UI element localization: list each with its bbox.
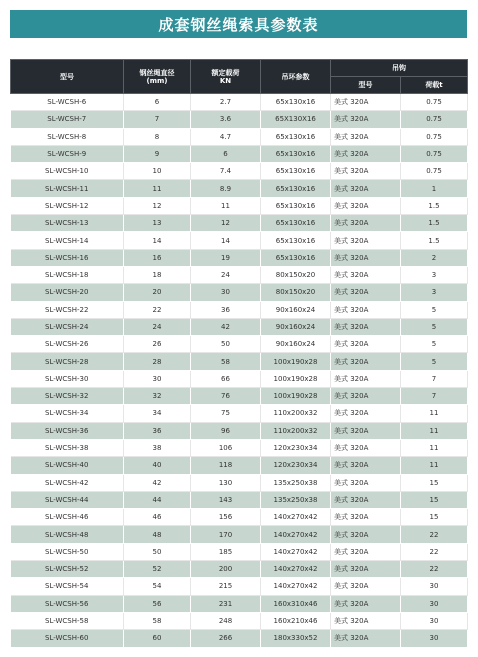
cell-ring-params: 180x330x52 [261, 630, 331, 647]
table-row [11, 474, 468, 491]
cell-rated-load: 6 [191, 145, 261, 162]
cell-diameter: 40 [124, 457, 191, 474]
cell-ring-params: 120x230x34 [261, 439, 331, 456]
cell-model: SL-WCSH-40 [11, 457, 124, 474]
cell-hook-load: 0.75 [401, 111, 468, 128]
cell-model: SL-WCSH-6 [11, 94, 124, 111]
cell-model: SL-WCSH-60 [11, 630, 124, 647]
cell-model: SL-WCSH-18 [11, 266, 124, 283]
cell-ring-params: 135x250x38 [261, 491, 331, 508]
cell-hook-model: 美式 320A [331, 301, 401, 318]
table-row [11, 353, 468, 370]
cell-hook-load: 30 [401, 578, 468, 595]
cell-diameter: 6 [124, 94, 191, 111]
cell-rated-load: 143 [191, 491, 261, 508]
table-row [11, 336, 468, 353]
cell-rated-load: 19 [191, 249, 261, 266]
cell-hook-model: 美式 320A [331, 94, 401, 111]
header-model-label: 型号 [60, 72, 74, 81]
cell-ring-params: 65x130x16 [261, 128, 331, 145]
page-title: 成套钢丝绳索具参数表 [10, 10, 467, 38]
cell-diameter: 32 [124, 388, 191, 405]
header-ring-params-label: 吊环参数 [281, 72, 310, 81]
cell-model: SL-WCSH-56 [11, 595, 124, 612]
cell-ring-params: 135x250x38 [261, 474, 331, 491]
cell-model: SL-WCSH-26 [11, 336, 124, 353]
cell-hook-model: 美式 320A [331, 561, 401, 578]
cell-diameter: 58 [124, 612, 191, 629]
cell-rated-load: 266 [191, 630, 261, 647]
cell-diameter: 56 [124, 595, 191, 612]
cell-hook-model: 美式 320A [331, 578, 401, 595]
cell-model: SL-WCSH-20 [11, 284, 124, 301]
cell-model: SL-WCSH-48 [11, 526, 124, 543]
cell-rated-load: 106 [191, 439, 261, 456]
table-row [11, 197, 468, 214]
cell-rated-load: 76 [191, 388, 261, 405]
cell-ring-params: 140x270x42 [261, 561, 331, 578]
cell-diameter: 54 [124, 578, 191, 595]
cell-ring-params: 65x130x16 [261, 249, 331, 266]
cell-ring-params: 90x160x24 [261, 301, 331, 318]
cell-rated-load: 42 [191, 318, 261, 335]
cell-model: SL-WCSH-32 [11, 388, 124, 405]
cell-ring-params: 65x130x16 [261, 180, 331, 197]
cell-ring-params: 65x130x16 [261, 163, 331, 180]
cell-hook-model: 美式 320A [331, 215, 401, 232]
cell-diameter: 60 [124, 630, 191, 647]
cell-ring-params: 80x150x20 [261, 284, 331, 301]
table-row [11, 439, 468, 456]
cell-hook-load: 15 [401, 509, 468, 526]
cell-rated-load: 36 [191, 301, 261, 318]
cell-rated-load: 185 [191, 543, 261, 560]
cell-rated-load: 12 [191, 215, 261, 232]
table-row [11, 266, 468, 283]
table-row [11, 145, 468, 162]
cell-rated-load: 8.9 [191, 180, 261, 197]
cell-hook-model: 美式 320A [331, 145, 401, 162]
cell-ring-params: 90x160x24 [261, 336, 331, 353]
header-hook-load-label: 荷载t [425, 81, 443, 89]
header-hook-label: 吊钩 [392, 64, 406, 72]
cell-ring-params: 65x130x16 [261, 145, 331, 162]
cell-hook-model: 美式 320A [331, 388, 401, 405]
cell-rated-load: 30 [191, 284, 261, 301]
cell-ring-params: 120x230x34 [261, 457, 331, 474]
cell-diameter: 42 [124, 474, 191, 491]
cell-model: SL-WCSH-58 [11, 612, 124, 629]
cell-rated-load: 24 [191, 266, 261, 283]
table-row [11, 509, 468, 526]
cell-hook-model: 美式 320A [331, 128, 401, 145]
cell-hook-load: 1.5 [401, 197, 468, 214]
cell-hook-model: 美式 320A [331, 595, 401, 612]
cell-hook-load: 2 [401, 249, 468, 266]
cell-model: SL-WCSH-36 [11, 422, 124, 439]
cell-hook-load: 22 [401, 543, 468, 560]
header-model [11, 60, 124, 94]
cell-hook-model: 美式 320A [331, 318, 401, 335]
cell-rated-load: 66 [191, 370, 261, 387]
cell-hook-load: 11 [401, 405, 468, 422]
spec-table [10, 59, 468, 648]
cell-hook-model: 美式 320A [331, 474, 401, 491]
table-row [11, 612, 468, 629]
cell-rated-load: 200 [191, 561, 261, 578]
cell-hook-load: 1 [401, 180, 468, 197]
cell-hook-load: 30 [401, 595, 468, 612]
table-row [11, 180, 468, 197]
cell-hook-load: 11 [401, 457, 468, 474]
cell-hook-model: 美式 320A [331, 457, 401, 474]
cell-rated-load: 170 [191, 526, 261, 543]
cell-ring-params: 65X130X16 [261, 111, 331, 128]
cell-rated-load: 248 [191, 612, 261, 629]
cell-diameter: 44 [124, 491, 191, 508]
cell-hook-model: 美式 320A [331, 111, 401, 128]
header-hook [331, 60, 468, 77]
cell-hook-model: 美式 320A [331, 197, 401, 214]
header-diameter [124, 60, 191, 94]
cell-model: SL-WCSH-14 [11, 232, 124, 249]
cell-ring-params: 65x130x16 [261, 197, 331, 214]
cell-hook-model: 美式 320A [331, 630, 401, 647]
table-row [11, 578, 468, 595]
cell-rated-load: 58 [191, 353, 261, 370]
table-row [11, 526, 468, 543]
table-row [11, 249, 468, 266]
cell-hook-model: 美式 320A [331, 612, 401, 629]
cell-diameter: 11 [124, 180, 191, 197]
cell-model: SL-WCSH-44 [11, 491, 124, 508]
cell-diameter: 36 [124, 422, 191, 439]
cell-model: SL-WCSH-8 [11, 128, 124, 145]
cell-hook-load: 30 [401, 612, 468, 629]
cell-diameter: 50 [124, 543, 191, 560]
cell-model: SL-WCSH-11 [11, 180, 124, 197]
cell-model: SL-WCSH-7 [11, 111, 124, 128]
cell-diameter: 9 [124, 145, 191, 162]
header-ring-params [261, 60, 331, 94]
cell-hook-load: 3 [401, 266, 468, 283]
cell-diameter: 46 [124, 509, 191, 526]
cell-hook-model: 美式 320A [331, 491, 401, 508]
cell-ring-params: 65x130x16 [261, 94, 331, 111]
cell-ring-params: 65x130x16 [261, 232, 331, 249]
table-row [11, 128, 468, 145]
cell-hook-model: 美式 320A [331, 526, 401, 543]
cell-rated-load: 156 [191, 509, 261, 526]
cell-ring-params: 110x200x32 [261, 405, 331, 422]
cell-rated-load: 215 [191, 578, 261, 595]
header-hook-model [331, 77, 401, 94]
cell-ring-params: 140x270x42 [261, 526, 331, 543]
cell-ring-params: 100x190x28 [261, 370, 331, 387]
cell-diameter: 13 [124, 215, 191, 232]
cell-hook-model: 美式 320A [331, 509, 401, 526]
cell-model: SL-WCSH-12 [11, 197, 124, 214]
cell-rated-load: 50 [191, 336, 261, 353]
cell-hook-load: 0.75 [401, 145, 468, 162]
cell-model: SL-WCSH-42 [11, 474, 124, 491]
cell-rated-load: 14 [191, 232, 261, 249]
table-row [11, 630, 468, 647]
cell-hook-load: 0.75 [401, 163, 468, 180]
cell-hook-load: 1.5 [401, 215, 468, 232]
cell-rated-load: 2.7 [191, 94, 261, 111]
cell-hook-load: 15 [401, 491, 468, 508]
cell-diameter: 52 [124, 561, 191, 578]
cell-hook-load: 22 [401, 526, 468, 543]
table-row [11, 318, 468, 335]
cell-ring-params: 65x130x16 [261, 215, 331, 232]
cell-model: SL-WCSH-52 [11, 561, 124, 578]
cell-diameter: 7 [124, 111, 191, 128]
cell-hook-load: 5 [401, 353, 468, 370]
cell-ring-params: 100x190x28 [261, 388, 331, 405]
table-row [11, 215, 468, 232]
cell-model: SL-WCSH-38 [11, 439, 124, 456]
cell-hook-model: 美式 320A [331, 405, 401, 422]
header-diameter-label: 钢丝绳直径 (mm) [139, 68, 175, 85]
cell-ring-params: 90x160x24 [261, 318, 331, 335]
cell-ring-params: 140x270x42 [261, 509, 331, 526]
table-row [11, 301, 468, 318]
cell-hook-model: 美式 320A [331, 439, 401, 456]
cell-model: SL-WCSH-54 [11, 578, 124, 595]
header-rated-load-label: 额定载荷 KN [211, 68, 240, 85]
cell-model: SL-WCSH-28 [11, 353, 124, 370]
cell-diameter: 10 [124, 163, 191, 180]
table-row [11, 561, 468, 578]
table-row [11, 388, 468, 405]
table-row [11, 595, 468, 612]
cell-model: SL-WCSH-13 [11, 215, 124, 232]
cell-hook-model: 美式 320A [331, 249, 401, 266]
cell-hook-load: 0.75 [401, 128, 468, 145]
cell-hook-model: 美式 320A [331, 336, 401, 353]
table-row [11, 491, 468, 508]
table-row [11, 284, 468, 301]
cell-hook-model: 美式 320A [331, 180, 401, 197]
cell-ring-params: 80x150x20 [261, 266, 331, 283]
cell-ring-params: 160x210x46 [261, 612, 331, 629]
cell-rated-load: 130 [191, 474, 261, 491]
header-hook-model-label: 型号 [358, 81, 373, 89]
cell-rated-load: 75 [191, 405, 261, 422]
cell-diameter: 12 [124, 197, 191, 214]
cell-hook-load: 7 [401, 370, 468, 387]
cell-diameter: 18 [124, 266, 191, 283]
cell-model: SL-WCSH-10 [11, 163, 124, 180]
cell-model: SL-WCSH-22 [11, 301, 124, 318]
cell-rated-load: 118 [191, 457, 261, 474]
table-row [11, 370, 468, 387]
cell-hook-model: 美式 320A [331, 370, 401, 387]
cell-hook-load: 5 [401, 336, 468, 353]
cell-diameter: 8 [124, 128, 191, 145]
cell-diameter: 24 [124, 318, 191, 335]
cell-model: SL-WCSH-16 [11, 249, 124, 266]
cell-hook-load: 5 [401, 318, 468, 335]
header-hook-load [401, 77, 468, 94]
cell-diameter: 16 [124, 249, 191, 266]
cell-hook-load: 3 [401, 284, 468, 301]
cell-ring-params: 100x190x28 [261, 353, 331, 370]
cell-model: SL-WCSH-46 [11, 509, 124, 526]
cell-hook-model: 美式 320A [331, 163, 401, 180]
cell-ring-params: 140x270x42 [261, 543, 331, 560]
cell-hook-model: 美式 320A [331, 266, 401, 283]
table-row [11, 111, 468, 128]
cell-hook-load: 11 [401, 439, 468, 456]
cell-diameter: 38 [124, 439, 191, 456]
cell-diameter: 20 [124, 284, 191, 301]
table-body [11, 94, 468, 648]
cell-hook-model: 美式 320A [331, 353, 401, 370]
header-rated-load [191, 60, 261, 94]
table-row [11, 422, 468, 439]
cell-hook-load: 11 [401, 422, 468, 439]
cell-hook-load: 7 [401, 388, 468, 405]
table-row [11, 543, 468, 560]
cell-diameter: 48 [124, 526, 191, 543]
cell-rated-load: 96 [191, 422, 261, 439]
cell-rated-load: 3.6 [191, 111, 261, 128]
cell-hook-model: 美式 320A [331, 232, 401, 249]
cell-diameter: 14 [124, 232, 191, 249]
cell-hook-load: 30 [401, 630, 468, 647]
cell-ring-params: 160x310x46 [261, 595, 331, 612]
cell-ring-params: 140x270x42 [261, 578, 331, 595]
cell-hook-model: 美式 320A [331, 284, 401, 301]
cell-rated-load: 4.7 [191, 128, 261, 145]
cell-rated-load: 11 [191, 197, 261, 214]
cell-model: SL-WCSH-24 [11, 318, 124, 335]
cell-diameter: 26 [124, 336, 191, 353]
cell-diameter: 22 [124, 301, 191, 318]
cell-hook-load: 0.75 [401, 94, 468, 111]
cell-hook-load: 15 [401, 474, 468, 491]
cell-hook-model: 美式 320A [331, 422, 401, 439]
cell-rated-load: 231 [191, 595, 261, 612]
cell-model: SL-WCSH-30 [11, 370, 124, 387]
cell-model: SL-WCSH-50 [11, 543, 124, 560]
table-row [11, 163, 468, 180]
cell-hook-model: 美式 320A [331, 543, 401, 560]
cell-diameter: 28 [124, 353, 191, 370]
cell-ring-params: 110x200x32 [261, 422, 331, 439]
table-row [11, 405, 468, 422]
cell-diameter: 34 [124, 405, 191, 422]
cell-hook-load: 5 [401, 301, 468, 318]
cell-hook-load: 1.5 [401, 232, 468, 249]
table-row [11, 232, 468, 249]
cell-hook-load: 22 [401, 561, 468, 578]
cell-model: SL-WCSH-9 [11, 145, 124, 162]
table-row [11, 457, 468, 474]
table-row [11, 94, 468, 111]
cell-diameter: 30 [124, 370, 191, 387]
cell-model: SL-WCSH-34 [11, 405, 124, 422]
cell-rated-load: 7.4 [191, 163, 261, 180]
